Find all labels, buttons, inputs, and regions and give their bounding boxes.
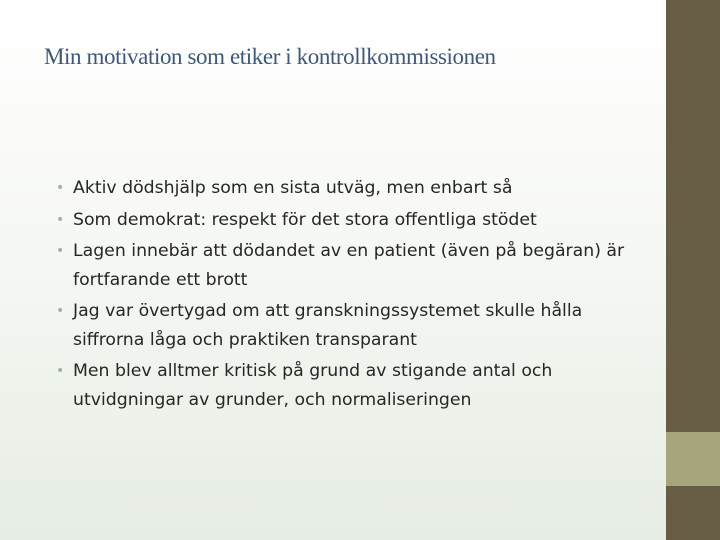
- bullet-text: Som demokrat: respekt för det stora offentliga stödet: [73, 209, 537, 230]
- bullet-item: [52, 206, 652, 235]
- bullet-text: Lagen innebär att dödandet av en patient (även på begäran) är fortfarande ett brott: [73, 241, 625, 290]
- decorative-sidebar-accent: [666, 432, 720, 486]
- slide-title: Min motivation som etiker i kontrollkommissionen: [44, 44, 496, 69]
- bullet-item: [52, 174, 652, 203]
- bullet-text: Aktiv dödshjälp som en sista utväg, men enbart så: [73, 178, 513, 198]
- bullet-icon: •: [56, 243, 65, 259]
- bullet-text: Men blev alltmer kritisk på grund av stigande antal och utvidgningar av grunder, och normaliseringen: [73, 361, 553, 410]
- bullet-icon: •: [56, 363, 65, 379]
- bullet-icon: •: [56, 180, 65, 196]
- bullet-icon: •: [56, 303, 65, 319]
- bullet-item: [52, 237, 652, 294]
- bullet-item: [52, 357, 652, 414]
- bullet-text: Jag var övertygad om att granskningssystemet skulle hålla siffrorna låga och praktiken transparant: [73, 301, 583, 350]
- bullet-item: [52, 297, 652, 354]
- bullet-list: [52, 174, 652, 417]
- bullet-icon: •: [56, 211, 65, 228]
